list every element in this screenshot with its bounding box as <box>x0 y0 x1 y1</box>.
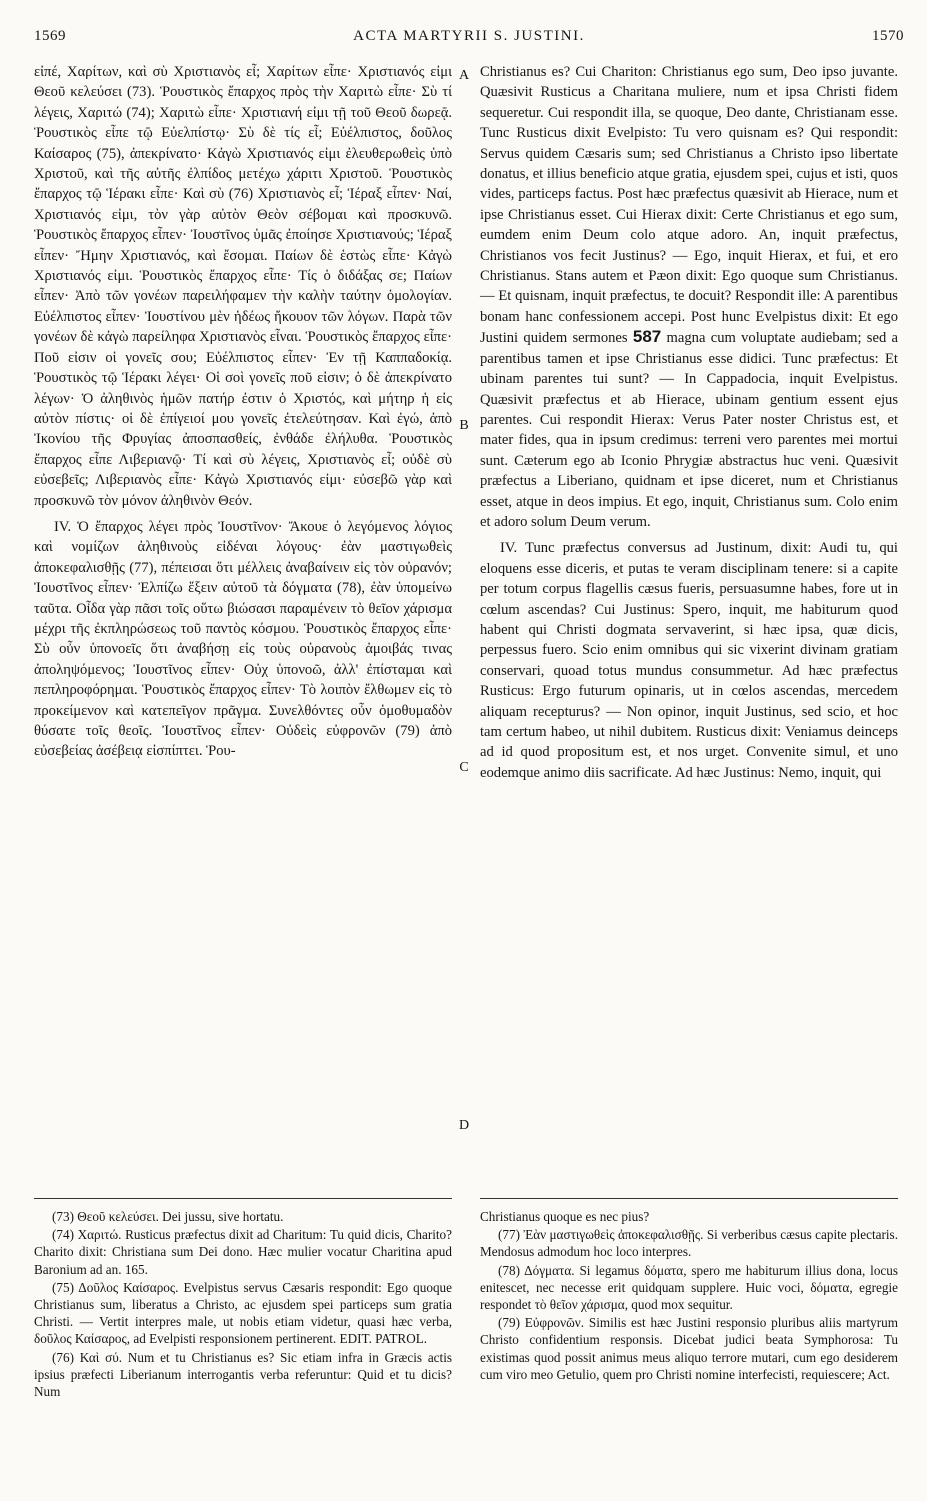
page-header <box>34 28 904 54</box>
footnote-73: (73) Θεοῦ κελεύσει. Dei jussu, sive hortatu. <box>52 1209 284 1224</box>
latin-paragraph-2: IV. Tunc præfectus conversus ad Justinum, dixit: Audi tu, qui eloquens esse diceris, et putas te veram disciplinam tenere: si a capite per totum corpus flagellis cæsus fueris, persuasumne habes, fore ut in cœlum ascendas? Cui Justinus: Spero, inquit, me habiturum quod habent qui Christi dogmata servaverint, si hæc ipsa, quæ dicis, perpessus fuero. Scio enim omnibus qui sic vixerint divinam gratiam conservari, quoad totus mundus consummetur. Ad hæc præfectus Rusticus: Ergo futurum opinaris, ut in cœlos ascendas, mercedem aliquam recepturus? — Non opinor, inquit Justinus, sed scio, et hoc tam certum habeo, ut nihil dubitem. Rusticus dixit: Veniamus deinceps ad id quod propositum est, et nos urget. Convenite simul, et uno eodemque animo diis sacrificate. Ad hæc Justinus: Nemo, inquit, qui <box>480 540 898 781</box>
footnote-77: (77) Ἐὰν μαστιγωθεὶς ἀποκεφαλισθῇς. Si verberibus cæsus capite plectaris. Mendosus admodum hoc loco interpres. <box>480 1227 898 1260</box>
margin-marker-a: A <box>458 68 470 83</box>
latin-text-part-2: magna cum voluptate audiebam; sed a parentibus tamen et ipse Christianus esse didici. Tunc præfectus: Et ubinam parentes tui sunt? — In Cappadocia, inquit Evelpistus. Quæsivit præfectus et ab Hierace, ubinam gentium essent ejus parentes. Cui respondit Hierax: Verus Pater noster Christus est, et mater fides, qua in ipsum credimus: terreni vero parentes mei mortui sunt. Cæterum ego ab Iconio Phrygiæ abstractus huc veni. Quæsivit præfectus a Liberiano, quidnam et ipse diceret, num et Christianus esset, atque in deos impius. Et ego, inquit, Christianus sum. Colo enim et adoro solum Deum verum. <box>480 330 899 530</box>
footnotes-right <box>480 1208 898 1384</box>
latin-paragraph-1 <box>480 62 898 532</box>
margin-marker-d: D <box>458 1118 470 1133</box>
notes-divider-right <box>480 1198 898 1199</box>
footnote-76-continued: Christianus quoque es nec pius? <box>480 1209 650 1224</box>
footnote-79: (79) Εὐφρονῶν. Similis est hæc Justini responsio pluribus aliis martyrum Christo confidentium responsis. Dicebat judici beata Symphorosa: Tu existimas quod possit animus meus aliquo terrore mutari, cum ego desiderem cum viro meo Getulio, quem pro Christi nomine interfecisti, requiescere; Act. <box>480 1315 898 1382</box>
greek-paragraph-1: εἰπέ, Χαρίτων, καὶ σὺ Χριστιανὸς εἶ; Χαρίτων εἶπε· Χριστιανός εἰμι Θεοῦ κελεύσει (73). Ῥουστικὸς ἔπαρχος πρὸς τὴν Χαριτὼ εἶπε· Σὺ τί λέγεις, Χαριτώ (74); Χαριτὼ εἶπε· Χριστιανή εἰμι τῇ τοῦ Θεοῦ δωρεᾷ. Ῥουστικὸς εἶπε τῷ Εὐελπίστῳ· Σὺ δὲ τίς εἶ; Εὐέλπιστος, δοῦλος Καίσαρος (75), ἀπεκρίνατο· Κἀγὼ Χριστιανός εἰμι ἐλευθερωθεὶς ὑπὸ Χριστοῦ, καὶ τῆς αὐτῆς ἐλπίδος μετέχω χάριτι Χριστοῦ. Ῥουστικὸς ἔπαρχος τῷ Ἱέρακι εἶπε· Καὶ σὺ (76) Χριστιανὸς εἶ; Ἱέραξ εἶπεν· Ναί, Χριστιανός εἰμι, τὸν γὰρ αὐτὸν Θεὸν σέβομαι καὶ προσκυνῶ. Ῥουστικὸς ἔπαρχος εἶπεν· Ἰουστῖνος ὑμᾶς ἐποίησε Χριστιανούς; Ἱέραξ εἶπεν· Ἤμην Χριστιανός, καὶ ἔσομαι. Παίων δὲ ἑστὼς εἶπε· Κἀγὼ Χριστιανός εἰμι. Ῥουστικὸς ἔπαρχος εἶπε· Τίς ὁ διδάξας σε; Παίων εἶπεν· Ἀπὸ τῶν γονέων παρειλήφαμεν τὴν καλὴν ταύτην ὁμολογίαν. Εὐέλπιστος εἶπεν· Ἰουστίνου μὲν ἡδέως ἤκουον τῶν λόγων. Παρὰ τῶν γονέων δὲ κἀγὼ παρείληφα Χριστιανὸς εἶναι. Ῥουστικὸς ἔπαρχος εἶπε· Ποῦ εἰσιν οἱ γονεῖς σου; Εὐέλπιστος εἶπεν· Ἐν τῇ Καππαδοκίᾳ. Ῥουστικὸς τῷ Ἱέρακι λέγει· Οἱ σοὶ γονεῖς ποῦ εἰσιν; ὁ δὲ ἀπεκρίνατο λέγων· Ὁ ἀληθινὸς ἡμῶν πατήρ ἐστιν ὁ Χριστός, καὶ μήτηρ ἡ εἰς αὐτὸν πίστις· οἱ δὲ ἐπίγειοί μου γονεῖς ἐτελεύτησαν. Καὶ ἐγώ, ἀπὸ Ἰκονίου τῆς Φρυγίας ἀποσπασθείς, ἐνθάδε ἐλήλυθα. Ῥουστικὸς ἔπαρχος εἶπε Λιβεριανῷ· Τί καὶ σὺ λέγεις, Χριστιανὸς εἶ; οὐδὲ σὺ εὐσεβεῖς; Λιβεριανὸς εἶπε· Κἀγὼ Χριστιανός εἰμι· εὐσεβῶ γὰρ καὶ προσκυνῶ τὸν μόνον ἀληθινὸν Θεόν. <box>34 64 452 509</box>
footnote-74: (74) Χαριτώ. Rusticus præfectus dixit ad Charitum: Tu quid dicis, Charito? Charito dixit: Christiana sum Dei dono. Hæc mulier vocatur Charitina apud Baronium ad an. 165. <box>34 1227 452 1277</box>
margin-marker-c: C <box>459 760 469 775</box>
migne-column-number: 587 <box>632 327 662 347</box>
page-number-left: 1569 <box>34 28 66 44</box>
page-number-right: 1570 <box>872 28 904 44</box>
notes-divider-left <box>34 1198 452 1199</box>
footnote-78: (78) Δόγματα. Si legamus δόματα, spero me habiturum illius dona, locus enitescet, nec necesse erit quidquam supplere. Huic voci, δόματα, egregie respondet τὸ θεῖον χάρισμα, quod mox sequitur. <box>480 1262 898 1313</box>
greek-text-column <box>34 62 452 768</box>
footnotes-left <box>34 1208 452 1401</box>
margin-marker-b: B <box>459 418 469 433</box>
running-title: ACTA MARTYRII S. JUSTINI. <box>353 28 585 44</box>
footnote-76: (76) Καὶ σύ. Num et tu Christianus es? Sic etiam infra in Græcis actis ipsius præfecti Liberianum interrogantis verba referuntur: Quid et tu dicis? Num <box>34 1349 452 1400</box>
latin-text-part-1: Christianus es? Cui Chariton: Christianus ego sum, Deo ipso juvante. Quæsivit Rusticus a Charitana muliere, num et ipsa Christi fidem sequeretur. Cui respondit illa, se quoque, Deo dante, Christianam esse. Tunc Rusticus dixit Evelpisto: Tu vero quisnam es? Qui respondit: Servus quidem Cæsaris sum; sed Christianus a Christo ipso libertate donatus, et illius beneficio atque gratia, ejusdem spei, cujus et isti, quos vides, particeps factus. Post hæc præfectus quæsivit ab Hierace, num et ipse Christianus esset. Cui Hierax dixit: Certe Christianus et ego sum, eumdem enim Deum colo atque adoro. An, inquit præfectus, Christianos vos fecit Justinus? — Ego, inquit Hierax, et fui, et ero Christianus. Stans autem et Pæon dixit: Ego quoque sum Christianus. — Et quisnam, inquit præfectus, te docuit? Respondit ille: A parentibus bonam hanc confessionem accepi. Post hunc Evelpistus dixit: Et ego Justini quidem sermones <box>480 64 898 347</box>
greek-paragraph-2: IV. Ὁ ἔπαρχος λέγει πρὸς Ἰουστῖνον· Ἄκουε ὁ λεγόμενος λόγιος καὶ νομίζων ἀληθινοὺς εἰδέναι λόγους· ἐὰν μαστιγωθεὶς ἀποκεφαλισθῇς (77), πέπεισαι ὅτι μέλλεις ἀναβαίνειν εἰς τὸν οὐρανόν; Ἰουστῖνος εἶπεν· Ἐλπίζω ἕξειν αὐτοῦ τὰ δόγματα (78), ἐὰν ὑπομείνω ταῦτα. Οἶδα γὰρ πᾶσι τοῖς οὕτω βιώσασι παραμένειν τὸ θεῖον χάρισμα μέχρι τῆς ἐκπληρώσεως τοῦ παντὸς κόσμου. Ῥουστικὸς ἔπαρχος εἶπε· Σὺ οὖν ὑπονοεῖς ὅτι ἀναβήσῃ εἰς τοὺς οὐρανοὺς ἀμοιβάς τινας ἀποληψόμενος; Ἰουστῖνος εἶπεν· Οὐχ ὑπονοῶ, ἀλλ' ἐπίσταμαι καὶ πεπληροφόρημαι. Ῥουστικὸς ἔπαρχος εἶπεν· Τὸ λοιπὸν ἔλθωμεν εἰς τὸ προκείμενον καὶ κατεπεῖγον πρᾶγμα. Συνελθόντες οὖν ὁμοθυμαδὸν θύσατε τοῖς θεοῖς. Ἰουστῖνος εἶπεν· Οὐδεὶς εὐφρονῶν (79) ἀπὸ εὐσεβείας ἀσέβειᾳ εἰσπίπτει. Ῥου- <box>34 518 452 760</box>
latin-text-column <box>480 62 898 789</box>
footnote-75: (75) Δοῦλος Καίσαρος. Evelpistus servus Cæsaris respondit: Ego quoque Christianus sum, liberatus a Christo, ac ejusdem spei particeps sum gratia Christi. — Vertit interpres male, ut nobis etiam videtur, quasi hæc verba, δοῦλος Καίσαρος, ad Evelpisti responsionem pertinerent. EDIT. PATROL. <box>34 1279 452 1347</box>
